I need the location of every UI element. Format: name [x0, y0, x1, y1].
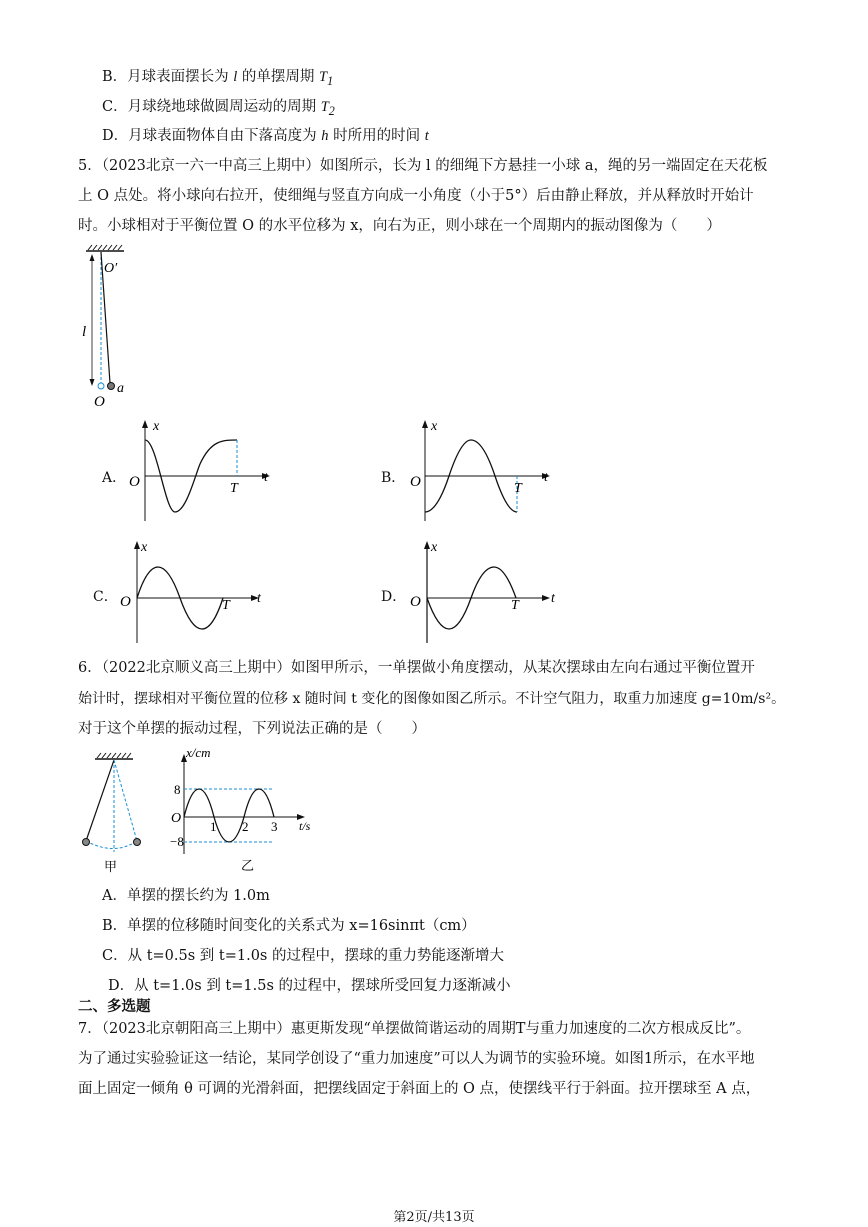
- q5-a-period: T: [230, 481, 238, 496]
- q5-c-period: T: [222, 598, 230, 613]
- option-b-prev: B．月球表面摆长为 l 的单摆周期 $T_1$: [102, 69, 334, 88]
- q5-a-x-axis-label: x: [153, 419, 160, 434]
- q5-option-c-graph: [118, 538, 278, 646]
- q5-fig-top-label: O′: [104, 261, 118, 276]
- q6-line2: 始计时，摆球相对平衡位置的位移 x 随时间 t 变化的图像如图乙所示。不计空气阻力，取重力加速度 g=10m/s²。: [78, 691, 786, 707]
- q6-graph-tick-1: 1: [210, 819, 217, 834]
- q7-line3: 面上固定一倾角 θ 可调的光滑斜面，把摆线固定于斜面上的 O 点，使摆线平行于斜面。拉开摆球至 A 点，: [78, 1081, 761, 1097]
- q5-b-period: T: [514, 481, 522, 496]
- q5-fig-bottom-label: O: [94, 394, 105, 410]
- option-c-prev: C．月球绕地球做圆周运动的周期 $T_2$: [102, 99, 335, 118]
- q5-fig-length-label: l: [82, 324, 87, 340]
- section-heading-multi-choice: 二、多选题: [78, 998, 151, 1015]
- q5-c-t-axis-label: t: [257, 591, 261, 606]
- q5-option-a-label: A．: [102, 470, 127, 486]
- q6-fig-yi-graph: [162, 746, 322, 878]
- q6-fig-yi-label: 乙: [241, 858, 255, 873]
- q5-line1: 5．（2023北京一六一中高三上期中）如图所示，长为 l 的细绳下方悬挂一小球 a，绳的另一端固定在天花板: [78, 158, 768, 174]
- q6-graph-y-pos: 8: [174, 782, 181, 797]
- q5-b-t-axis-label: t: [544, 470, 548, 485]
- q5-fig-ball-label: a: [117, 381, 124, 396]
- q5-option-d-label: D．: [381, 589, 407, 605]
- q5-option-a-graph: [120, 418, 280, 524]
- q6-graph-tick-2: 2: [242, 819, 249, 834]
- q5-d-t-axis-label: t: [551, 591, 555, 606]
- q6-graph-ylabel: x/cm: [186, 746, 211, 760]
- q5-option-b-graph: [402, 418, 562, 524]
- q5-option-b-label: B．: [381, 470, 406, 486]
- q7-line1: 7．（2023北京朝阳高三上期中）惠更斯发现“单摆做简谐运动的周期T与重力加速度的二次方根成反比”。: [78, 1021, 751, 1037]
- q6-fig-jia-label: 甲: [104, 859, 118, 874]
- q5-a-t-axis-label: t: [264, 470, 268, 485]
- q6-option-b: B．单摆的位移随时间变化的关系式为 x=16sinπt（cm）: [102, 918, 476, 934]
- q5-option-c-label: C．: [93, 589, 118, 605]
- q6-graph-y-neg: −8: [170, 834, 184, 849]
- q5-line3: 时。小球相对于平衡位置 O 的水平位移为 x，向右为正，则小球在一个周期内的振动图像为（ ）: [78, 218, 721, 234]
- q5-d-period: T: [511, 598, 519, 613]
- q5-a-origin: O: [129, 474, 140, 490]
- q7-line2: 为了通过实验验证这一结论，某同学创设了“重力加速度”可以人为调节的实验环境。如图1所示，在水平地: [78, 1051, 755, 1067]
- q6-line3: 对于这个单摆的振动过程，下列说法正确的是（ ）: [78, 721, 426, 737]
- q5-d-origin: O: [410, 594, 421, 610]
- q5-b-origin: O: [410, 474, 421, 490]
- option-d-prev: D．月球表面物体自由下落高度为 h 时所用的时间 t: [102, 128, 429, 144]
- q6-graph-tick-3: 3: [271, 819, 278, 834]
- q5-line2: 上 O 点处。将小球向右拉开，使细绳与竖直方向成一小角度（小于5°）后由静止释放，并从释放时开始计: [78, 188, 754, 204]
- q6-line1: 6．（2022北京顺义高三上期中）如图甲所示，一单摆做小角度摆动，从某次摆球由左向右通过平衡位置开: [78, 660, 755, 676]
- q5-option-d-graph: [400, 538, 568, 646]
- page-footer: 第2页/共13页: [393, 1210, 475, 1225]
- q5-b-x-axis-label: x: [431, 419, 438, 434]
- q6-option-d: D．从 t=1.0s 到 t=1.5s 的过程中，摆球所受回复力逐渐减小: [108, 978, 511, 994]
- q5-c-origin: O: [120, 594, 131, 610]
- q6-option-a: A．单摆的摆长约为 1.0m: [102, 888, 270, 904]
- q5-pendulum-figure: [74, 244, 154, 410]
- q6-fig-jia-pendulum: [74, 752, 156, 876]
- q6-graph-xlabel: t/s: [299, 819, 311, 833]
- q6-option-c: C．从 t=0.5s 到 t=1.0s 的过程中，摆球的重力势能逐渐增大: [102, 948, 504, 964]
- q5-d-x-axis-label: x: [431, 540, 438, 555]
- q6-graph-origin: O: [171, 811, 182, 826]
- q5-c-x-axis-label: x: [141, 540, 148, 555]
